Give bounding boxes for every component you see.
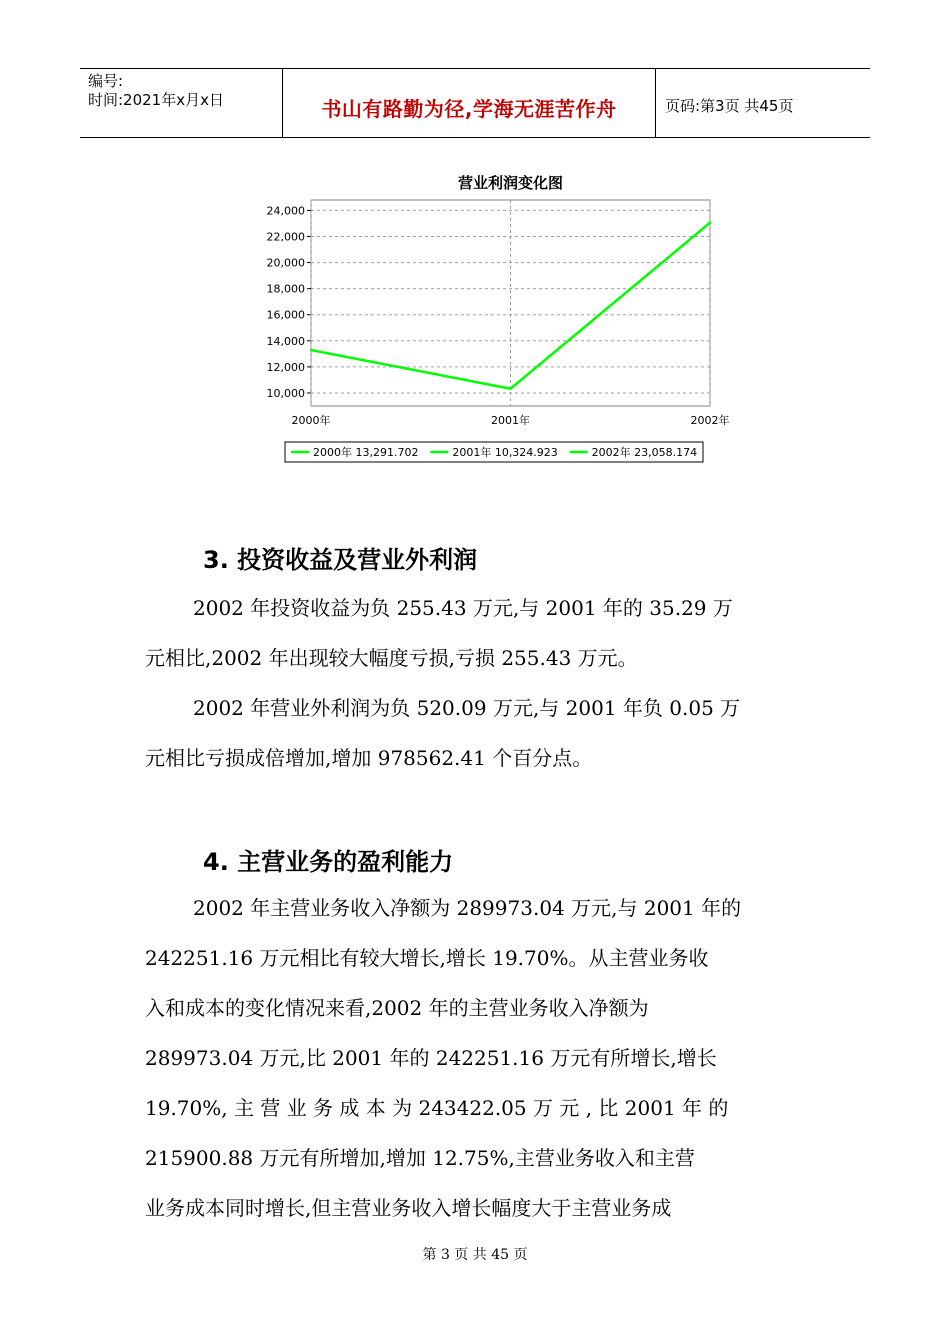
section4-line: 业务成本同时增长,但主营业务收入增长幅度大于主营业务成 bbox=[145, 1196, 672, 1220]
y-tick-label: 18,000 bbox=[266, 282, 305, 296]
section4-line: 242251.16 万元相比有较大增长,增长 19.70%。从主营业务收 bbox=[145, 946, 709, 970]
section3-line: 2002 年投资收益为负 255.43 万元,与 2001 年的 35.29 万 bbox=[193, 596, 733, 620]
y-tick-label: 12,000 bbox=[266, 360, 305, 374]
section3-line: 元相比亏损成倍增加,增加 978562.41 个百分点。 bbox=[145, 746, 593, 770]
y-tick-label: 14,000 bbox=[266, 334, 305, 348]
chart-svg bbox=[245, 168, 745, 468]
section4-line: 2002 年主营业务收入净额为 289973.04 万元,与 2001 年的 bbox=[193, 896, 742, 920]
section4-line: 289973.04 万元,比 2001 年的 242251.16 万元有所增长,增长 bbox=[145, 1046, 717, 1070]
section3-line: 2002 年营业外利润为负 520.09 万元,与 2001 年负 0.05 万 bbox=[193, 696, 741, 720]
section4-heading: 4. 主营业务的盈利能力 bbox=[203, 848, 454, 876]
x-tick-label: 2002年 bbox=[690, 414, 730, 427]
motto-text: 书山有路勤为径,学海无涯苦作舟 bbox=[321, 97, 617, 121]
legend-entry: 2002年 23,058.174 bbox=[591, 446, 698, 459]
profit-chart bbox=[245, 168, 745, 468]
page-header bbox=[80, 68, 870, 138]
x-tick-label: 2001年 bbox=[491, 414, 530, 427]
y-tick-label: 10,000 bbox=[266, 386, 305, 400]
section3-line: 元相比,2002 年出现较大幅度亏损,亏损 255.43 万元。 bbox=[145, 646, 638, 670]
section3-heading: 3. 投资收益及营业外利润 bbox=[203, 546, 478, 574]
legend-entry: 2001年 10,324.923 bbox=[452, 446, 558, 459]
section4-body bbox=[145, 883, 805, 1233]
data-point bbox=[709, 222, 711, 224]
section4-line: 19.70%, 主 营 业 务 成 本 为 243422.05 万 元 , 比 2001 年 的 bbox=[145, 1096, 729, 1120]
data-point bbox=[509, 388, 511, 390]
header-page-cell bbox=[655, 69, 870, 137]
section3-body bbox=[145, 583, 805, 783]
section4-line: 215900.88 万元有所增加,增加 12.75%,主营业务收入和主营 bbox=[145, 1146, 695, 1170]
data-point bbox=[310, 349, 312, 351]
header-meta-cell bbox=[80, 69, 282, 137]
section4-line: 入和成本的变化情况来看,2002 年的主营业务收入净额为 bbox=[145, 996, 649, 1020]
y-tick-label: 16,000 bbox=[266, 308, 305, 322]
page-footer: 第 3 页 共 45 页 bbox=[422, 1247, 528, 1263]
y-tick-label: 20,000 bbox=[266, 256, 305, 270]
x-tick-label: 2000年 bbox=[291, 414, 331, 427]
legend-entry: 2000年 13,291.702 bbox=[313, 446, 419, 459]
header-motto-cell bbox=[282, 69, 656, 137]
chart-title: 营业利润变化图 bbox=[457, 174, 564, 192]
y-tick-label: 22,000 bbox=[266, 230, 305, 244]
number-label: 编号: bbox=[88, 72, 124, 90]
y-tick-label: 24,000 bbox=[266, 204, 305, 218]
page-info: 页码:第3页 共45页 bbox=[665, 97, 794, 115]
time-label: 时间:2021年x月x日 bbox=[88, 91, 224, 109]
